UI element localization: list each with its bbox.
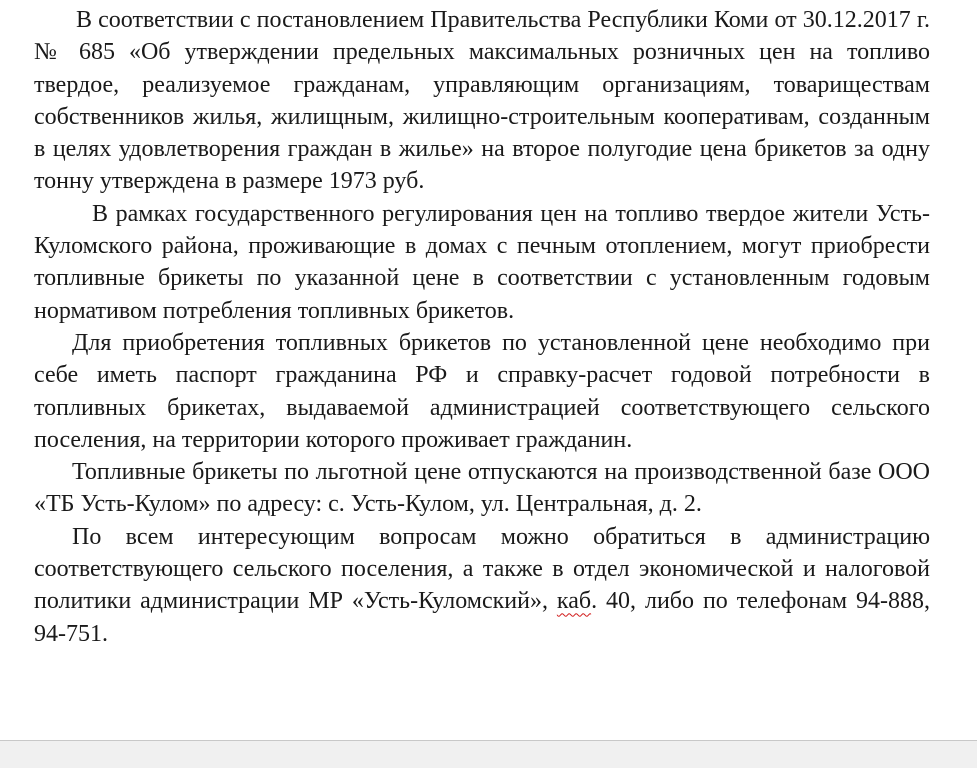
paragraph-required-documents: Для приобретения топливных брикетов по установленной цене необходимо при себе иметь паспорт гражданина РФ и справку-расчет годовой потребности в топливных брикетах, выдаваемой администрацией соответствующего сельского поселения, на территории которого проживает гражданин.	[34, 329, 930, 453]
contacts-text-after: . 40, либо по телефонам 94-888, 94-751.	[34, 588, 930, 647]
paragraph-state-regulation: В рамках государственного регулирования цен на топливо твердое жители Усть-Куломского района, проживающие в домах с печным отоплением, могут приобрести топливные брикеты по указанной цене в соответствии с установленным годовым нормативом потребления топливных брикетов.	[34, 200, 930, 324]
paragraph-contacts	[34, 521, 930, 650]
document-body	[34, 4, 930, 650]
contacts-text-before: По всем интересующим вопросам можно обратиться в администрацию соответствующего сельского поселения, а также в отдел экономической и налоговой политики администрации МР «Усть-Куломский»,	[34, 523, 930, 615]
paragraph-pickup-location: Топливные брикеты по льготной цене отпускаются на производственной базе ООО «ТБ Усть-Кулом» по адресу: с. Усть-Кулом, ул. Центральная, д. 2.	[34, 459, 930, 518]
window-bottom-bar	[0, 740, 977, 768]
paragraph-price-resolution: В соответствии с постановлением Правительства Республики Коми от 30.12.2017 г. № 685 «Об утверждении предельных максимальных розничных цен на топливо твердое, реализуемое гражданам, управляющим организациям, товариществам собственников жилья, жилищным, жилищно-строительным кооперативам, созданным в целях удовлетворения граждан в жилье» на второе полугодие цена брикетов за одну тонну утверждена в размере 1973 руб.	[34, 7, 930, 195]
spellcheck-flagged-word[interactable]: каб	[556, 588, 592, 615]
